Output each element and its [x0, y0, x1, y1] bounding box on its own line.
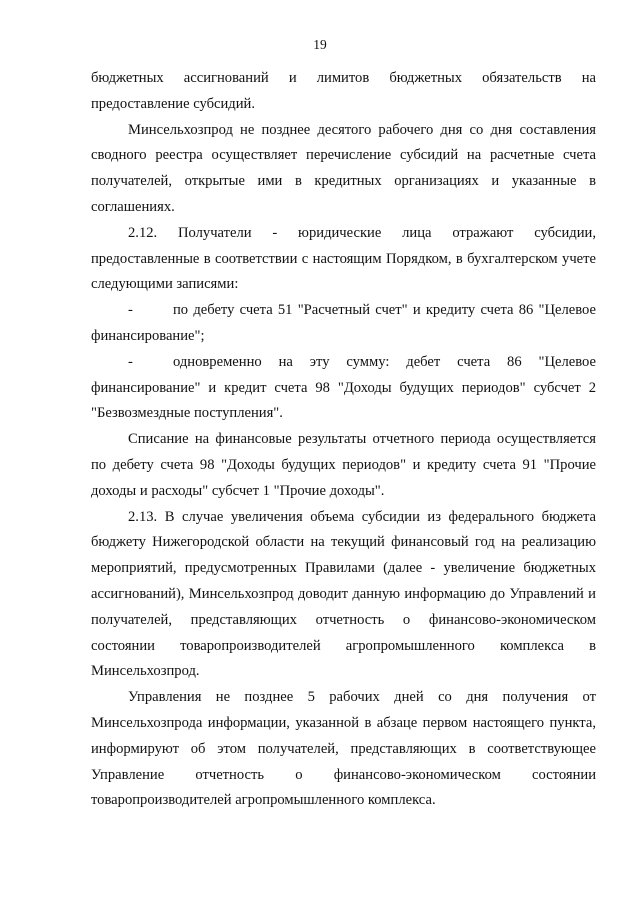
page-number: 19: [313, 37, 327, 52]
list-item-debit-51: [91, 298, 596, 350]
paragraph-departments-inform: Управления не позднее 5 рабочих дней со дня получения от Минсельхозпрода информации, указанной в абзаце первом настоящего пункта, информируют об этом получателей, представляющих в соответствующее Управление отчетность о финансово-экономическом состоянии товаропроизводителей агропромышленного комплекса.: [91, 689, 596, 809]
list-item-text: одновременно на эту сумму: дебет счета 86 "Целевое финансирование" и кредит счета 98 "Доходы будущих периодов" субсчет 2 "Безвозмездные поступления".: [91, 353, 596, 422]
document-body: [91, 66, 596, 814]
paragraph-2-12: 2.12. Получатели - юридические лица отражают субсидии, предоставленные в соответствии с настоящим Порядком, в бухгалтерском учете следующими записями:: [91, 224, 596, 293]
paragraph-transfer-of-subsidies: Минсельхозпрод не позднее десятого рабочего дня со дня составления сводного реестра осуществляет перечисление субсидий на расчетные счета получателей, открытые ими в кредитных организациях и указанные в соглашениях.: [91, 121, 596, 215]
list-dash: -: [128, 302, 133, 319]
paragraph-write-off: Списание на финансовые результаты отчетного периода осуществляется по дебету счета 98 "Доходы будущих периодов" и кредиту счета 91 "Прочие доходы и расходы" субсчет 1 "Прочие доходы".: [91, 431, 596, 499]
paragraph-continuation: бюджетных ассигнований и лимитов бюджетных обязательств на предоставление субсидий.: [91, 70, 596, 112]
list-dash: -: [128, 353, 133, 370]
list-item-text: по дебету счета 51 "Расчетный счет" и кредиту счета 86 "Целевое финансирование";: [91, 302, 596, 344]
list-item-debit-86: [91, 350, 596, 427]
paragraph-2-13: 2.13. В случае увеличения объема субсидии из федерального бюджета бюджету Нижегородской области на текущий финансовый год на реализацию мероприятий, предусмотренных Правилами (далее - увеличение бюджетных ассигнований), Минсельхозпрод доводит данную информацию до Управлений и получателей, представляющих отчетность о финансово-экономическом состоянии товаропроизводителей агропромышленного комплекса в Минсельхозпрод.: [91, 508, 596, 680]
